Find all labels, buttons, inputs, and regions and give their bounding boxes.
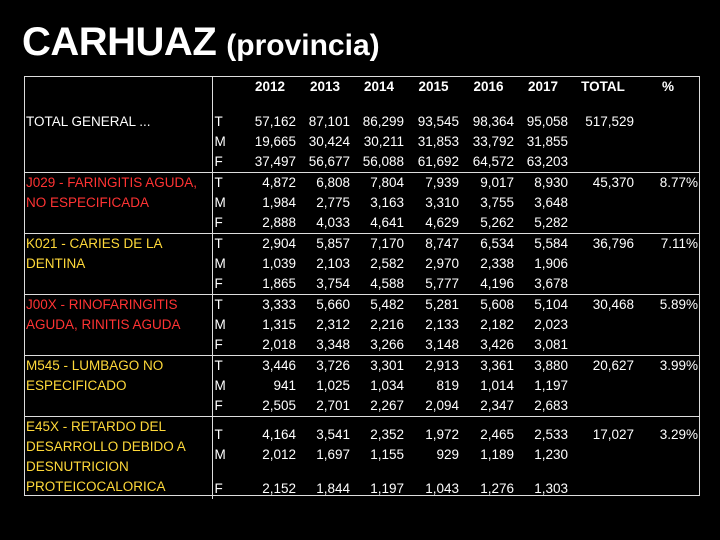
cell-value: 1,906 [534, 256, 568, 271]
cell-value: 3,333 [242, 295, 298, 316]
cell-value: 2,094 [425, 398, 459, 413]
cell-value: 3,426 [480, 337, 514, 352]
cell-value: 1,043 [425, 481, 459, 496]
cell-percent [636, 445, 700, 465]
cell-value: 2,338 [480, 256, 514, 271]
cell-value: 5,857 [298, 234, 352, 255]
cell-value: 8,930 [516, 173, 570, 194]
cell-total [570, 465, 636, 499]
cell-total: 30,468 [570, 295, 636, 316]
row-category: M [214, 378, 226, 393]
cell-value: 56,088 [362, 154, 404, 169]
cell-value: 4,629 [425, 215, 459, 230]
cell-value: 3,081 [534, 337, 568, 352]
row-category: M [214, 317, 226, 332]
cell-total [570, 396, 636, 417]
cell-value: 3,348 [316, 337, 350, 352]
cell-value: 1,025 [316, 378, 350, 393]
cell-total [570, 193, 636, 213]
cell-value: 3,880 [516, 356, 570, 377]
row-category: M [214, 134, 226, 149]
table-row [24, 356, 700, 377]
row-category: T [212, 234, 242, 255]
cell-value: 6,534 [461, 234, 516, 255]
cell-percent [636, 152, 700, 173]
cell-value: 2,152 [262, 481, 296, 496]
row-category: T [214, 114, 223, 129]
group-label: TOTAL GENERAL ... [24, 98, 212, 173]
cell-value: 3,361 [461, 356, 516, 377]
cell-value: 9,017 [461, 173, 516, 194]
group-label: J029 - FARINGITIS AGUDA, NO ESPECIFICADA [24, 173, 212, 234]
row-category: M [214, 195, 226, 210]
cell-percent [636, 335, 700, 356]
cell-value: 3,163 [370, 195, 404, 210]
cell-total [570, 335, 636, 356]
header-2014: 2014 [363, 79, 395, 94]
row-category: F [214, 398, 223, 413]
cell-total: 20,627 [570, 356, 636, 377]
header-percent: % [661, 79, 674, 94]
cell-total [570, 315, 636, 335]
cell-value: 7,804 [352, 173, 406, 194]
cell-value: 33,792 [472, 134, 514, 149]
cell-total [570, 274, 636, 295]
cell-total: 36,796 [570, 234, 636, 255]
cell-total [570, 132, 636, 152]
cell-value: 1,034 [370, 378, 404, 393]
cell-total: 45,370 [570, 173, 636, 194]
header-2015: 2015 [418, 79, 449, 94]
cell-value: 4,164 [242, 417, 298, 446]
row-category: T [212, 173, 242, 194]
cell-value: 2,012 [262, 447, 296, 462]
cell-value: 1,155 [370, 447, 404, 462]
cell-value: 63,203 [526, 154, 568, 169]
header-2017: 2017 [527, 79, 559, 94]
cell-value: 1,014 [480, 378, 514, 393]
cell-percent [636, 376, 700, 396]
cell-value: 2,133 [425, 317, 459, 332]
table-row [24, 173, 700, 194]
cell-value: 2,018 [262, 337, 296, 352]
cell-value: 64,572 [472, 154, 514, 169]
cell-value: 2,888 [262, 215, 296, 230]
cell-value: 86,299 [362, 114, 404, 129]
cell-value: 3,755 [480, 195, 514, 210]
cell-percent [636, 132, 700, 152]
cell-total [570, 445, 636, 465]
cell-value: 57,162 [254, 114, 296, 129]
cell-value: 8,747 [406, 234, 461, 255]
cell-value: 1,197 [370, 481, 404, 496]
cell-value: 2,683 [534, 398, 568, 413]
cell-value: 2,182 [480, 317, 514, 332]
row-category: T [212, 295, 242, 316]
row-category: F [214, 481, 223, 496]
cell-percent: 8.77% [636, 173, 700, 194]
cell-percent: 3.29% [636, 417, 700, 446]
cell-total [570, 376, 636, 396]
cell-percent: 3.99% [636, 356, 700, 377]
cell-value: 2,582 [370, 256, 404, 271]
cell-value: 2,701 [316, 398, 350, 413]
cell-percent [636, 193, 700, 213]
table-row [24, 417, 700, 446]
row-category: T [212, 417, 242, 446]
cell-value: 2,970 [425, 256, 459, 271]
header-2016: 2016 [473, 79, 504, 94]
cell-value: 56,677 [308, 154, 350, 169]
cell-value: 3,648 [534, 195, 568, 210]
cell-value: 30,424 [308, 134, 350, 149]
cell-value: 61,692 [417, 154, 459, 169]
cell-value: 5,104 [516, 295, 570, 316]
cell-value: 1,697 [316, 447, 350, 462]
table-row [24, 98, 700, 132]
row-category: F [214, 276, 223, 291]
cell-value: 2,913 [406, 356, 461, 377]
cell-percent [636, 254, 700, 274]
cell-value: 3,726 [298, 356, 352, 377]
cell-value: 1,197 [534, 378, 568, 393]
cell-value: 5,281 [406, 295, 461, 316]
cell-value: 1,315 [262, 317, 296, 332]
cell-total [570, 152, 636, 173]
cell-value: 2,347 [480, 398, 514, 413]
row-category: F [214, 337, 223, 352]
cell-value: 2,216 [370, 317, 404, 332]
cell-value: 2,505 [262, 398, 296, 413]
group-label: E45X - RETARDO DEL DESARROLLO DEBIDO A DESNUTRICION PROTEICOCALORICA [24, 417, 212, 500]
cell-value: 31,855 [526, 134, 568, 149]
cell-percent [636, 98, 700, 132]
cell-value: 5,262 [480, 215, 514, 230]
cell-value: 3,678 [534, 276, 568, 291]
row-category: T [212, 356, 242, 377]
cell-value: 1,844 [316, 481, 350, 496]
table-row [24, 295, 700, 316]
cell-value: 1,865 [262, 276, 296, 291]
cell-value: 2,267 [370, 398, 404, 413]
cell-value: 3,754 [316, 276, 350, 291]
cell-value: 7,170 [352, 234, 406, 255]
cell-value: 2,465 [461, 417, 516, 446]
cell-value: 3,310 [425, 195, 459, 210]
cell-value: 5,584 [516, 234, 570, 255]
cell-total [570, 254, 636, 274]
cell-percent [636, 274, 700, 295]
cell-value: 5,777 [425, 276, 459, 291]
cell-percent [636, 465, 700, 499]
row-category: F [214, 154, 223, 169]
cell-value: 2,023 [534, 317, 568, 332]
cell-value: 19,665 [254, 134, 296, 149]
cell-value: 2,352 [352, 417, 406, 446]
cell-value: 1,303 [534, 481, 568, 496]
header-2013: 2013 [309, 79, 341, 94]
cell-value: 2,775 [316, 195, 350, 210]
header-2012: 2012 [254, 79, 286, 94]
cell-value: 1,230 [534, 447, 568, 462]
cell-total [570, 213, 636, 234]
row-category: M [214, 256, 226, 271]
cell-value: 3,266 [370, 337, 404, 352]
cell-percent: 7.11% [636, 234, 700, 255]
cell-value: 3,148 [425, 337, 459, 352]
table-row [24, 234, 700, 255]
cell-total: 17,027 [570, 417, 636, 446]
group-label: K021 - CARIES DE LA DENTINA [24, 234, 212, 295]
cell-value: 5,482 [352, 295, 406, 316]
cell-value: 4,588 [370, 276, 404, 291]
cell-value: 2,103 [316, 256, 350, 271]
data-table [24, 76, 700, 499]
cell-value: 5,660 [298, 295, 352, 316]
cell-value: 7,939 [406, 173, 461, 194]
cell-value: 1,984 [262, 195, 296, 210]
cell-value: 941 [273, 378, 296, 393]
group-label: J00X - RINOFARINGITIS AGUDA, RINITIS AGUDA [24, 295, 212, 356]
cell-percent [636, 213, 700, 234]
group-label: M545 - LUMBAGO NO ESPECIFICADO [24, 356, 212, 417]
cell-value: 93,545 [417, 114, 459, 129]
cell-value: 5,282 [534, 215, 568, 230]
title-main: CARHUAZ [22, 20, 217, 64]
cell-total: 517,529 [585, 114, 634, 129]
row-category: M [214, 447, 226, 462]
cell-value: 87,101 [308, 114, 350, 129]
cell-value: 98,364 [472, 114, 514, 129]
cell-percent [636, 315, 700, 335]
cell-value: 3,301 [352, 356, 406, 377]
cell-percent: 5.89% [636, 295, 700, 316]
cell-value: 1,276 [480, 481, 514, 496]
page-title [22, 20, 380, 65]
cell-value: 31,853 [417, 134, 459, 149]
cell-value: 3,446 [242, 356, 298, 377]
cell-value: 2,533 [516, 417, 570, 446]
cell-value: 4,641 [370, 215, 404, 230]
cell-value: 4,196 [480, 276, 514, 291]
cell-value: 3,541 [298, 417, 352, 446]
cell-value: 95,058 [526, 114, 568, 129]
cell-value: 819 [436, 378, 459, 393]
cell-value: 5,608 [461, 295, 516, 316]
cell-value: 1,972 [406, 417, 461, 446]
cell-value: 4,033 [316, 215, 350, 230]
cell-value: 1,039 [262, 256, 296, 271]
cell-value: 37,497 [254, 154, 296, 169]
cell-percent [636, 396, 700, 417]
cell-value: 4,872 [242, 173, 298, 194]
cell-value: 6,808 [298, 173, 352, 194]
cell-value: 2,904 [242, 234, 298, 255]
title-sub: (provincia) [226, 29, 380, 62]
cell-value: 929 [436, 447, 459, 462]
header-total: TOTAL [581, 79, 625, 94]
header-row [24, 76, 700, 98]
row-category: F [214, 215, 223, 230]
cell-value: 2,312 [316, 317, 350, 332]
cell-value: 1,189 [480, 447, 514, 462]
cell-value: 30,211 [363, 134, 404, 149]
